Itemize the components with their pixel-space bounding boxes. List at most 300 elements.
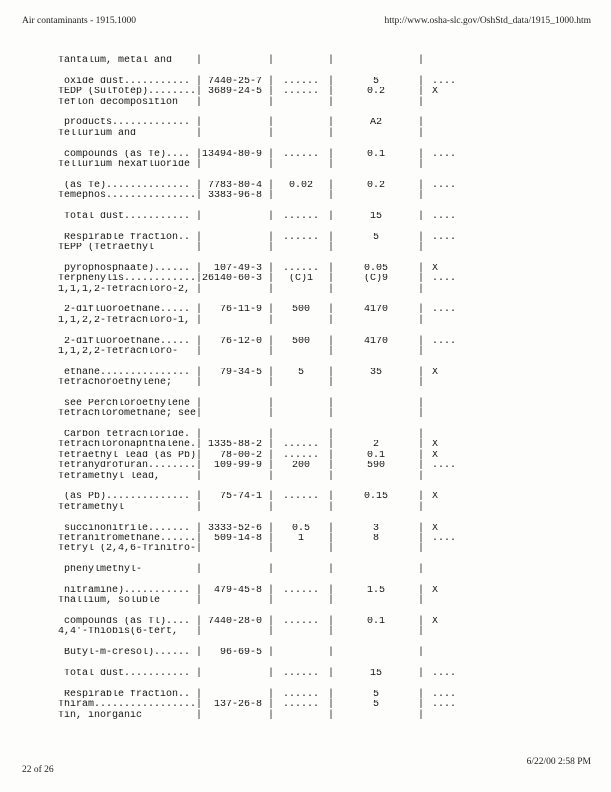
cell-skin [424, 503, 484, 513]
cell-ppm: ...... [282, 87, 319, 98]
cell-substance: Respirable fraction.. [58, 232, 191, 243]
cell-skin [424, 544, 484, 554]
column-divider: | [196, 626, 203, 638]
column-divider: | [268, 75, 275, 87]
cell-ppm: (C)1 [288, 274, 313, 285]
column-divider: | [268, 709, 275, 721]
cell-ppm: ...... [282, 450, 319, 461]
cell-ppm: ...... [282, 76, 319, 87]
column-divider: | [328, 699, 335, 711]
column-divider: | [328, 335, 335, 347]
cell-substance: compounds (as Tl).... [58, 617, 191, 628]
cell-substance: pyrophosphaate)...... [58, 263, 191, 274]
column-divider: | [268, 449, 275, 461]
column-divider: | [328, 366, 335, 378]
cell-skin: .... [432, 232, 457, 243]
column-divider: | [268, 564, 275, 576]
table-row [58, 285, 484, 295]
cell-ppm [274, 56, 328, 66]
cell-cas [202, 690, 268, 700]
column-divider: | [268, 231, 275, 243]
column-divider: | [418, 532, 425, 544]
column-divider: | [418, 345, 425, 357]
cell-substance: Tetramethyl [58, 502, 125, 513]
cell-mgm3: 5 [372, 689, 379, 700]
cell-substance: Tetrachloromethane; see [58, 409, 196, 420]
cell-skin [424, 98, 484, 108]
cell-mgm3: 2 [372, 440, 379, 451]
cell-mgm3: 0.2 [366, 180, 385, 191]
footer-page-number: 22 of 26 [22, 765, 54, 775]
table-row [58, 544, 484, 554]
cell-substance: Tantalum, metal and [58, 56, 173, 66]
table-row [58, 503, 484, 513]
cell-substance: Thiram................. [58, 700, 196, 711]
table-row [58, 648, 484, 658]
cell-mgm3 [334, 285, 418, 295]
column-divider: | [328, 231, 335, 243]
cell-substance: 1,1,2,2-Tetrachloro- [58, 346, 179, 357]
cell-cas [202, 472, 268, 482]
cell-mgm3 [334, 503, 418, 513]
column-divider: | [418, 127, 425, 139]
cell-ppm [274, 129, 328, 139]
column-divider: | [196, 242, 203, 254]
table-row [58, 160, 484, 170]
table-row [58, 87, 484, 97]
column-divider: | [418, 179, 425, 191]
cell-skin: X [432, 585, 439, 596]
column-divider: | [196, 439, 203, 451]
column-divider: | [268, 647, 275, 659]
column-divider: | [418, 647, 425, 659]
column-divider: | [268, 55, 275, 66]
cell-mgm3 [334, 648, 418, 658]
column-divider: | [268, 345, 275, 357]
cell-mgm3: (C)9 [363, 274, 388, 285]
cell-mgm3: 0.15 [363, 492, 388, 503]
column-divider: | [268, 158, 275, 170]
cell-cas [202, 669, 268, 679]
column-divider: | [418, 408, 425, 420]
column-divider: | [196, 449, 203, 461]
table-row [58, 129, 484, 139]
cell-skin [424, 118, 484, 128]
cell-ppm: 200 [291, 461, 310, 472]
cell-substance: succinonitrile....... [58, 523, 191, 534]
column-divider: | [196, 595, 203, 607]
cell-mgm3 [334, 160, 418, 170]
column-divider: | [196, 647, 203, 659]
cell-substance: TEPP (Tetraethyl [58, 243, 155, 254]
cell-cas [202, 430, 268, 440]
column-divider: | [328, 55, 335, 66]
column-divider: | [196, 668, 203, 680]
cell-substance: Tin, inorganic [58, 710, 143, 721]
cell-skin [424, 285, 484, 295]
cell-substance: 2-difluoroethane..... [58, 305, 191, 316]
cell-substance: Temephos............... [58, 191, 196, 202]
column-divider: | [418, 449, 425, 461]
cell-skin: .... [432, 180, 457, 191]
column-divider: | [268, 522, 275, 534]
column-divider: | [196, 699, 203, 711]
cell-ppm [274, 648, 328, 658]
column-divider: | [418, 460, 425, 472]
column-divider: | [268, 335, 275, 347]
cell-substance: Tetrachoroethylene; [58, 378, 173, 389]
cell-mgm3: 15 [369, 211, 382, 222]
cell-cas: 13494-80-9 [202, 149, 263, 160]
column-divider: | [418, 616, 425, 628]
cell-ppm [274, 285, 328, 295]
cell-mgm3 [334, 430, 418, 440]
cell-skin [424, 347, 484, 357]
cell-skin [424, 430, 484, 440]
cell-mgm3 [334, 711, 418, 721]
cell-ppm: ...... [282, 263, 319, 274]
cell-ppm [274, 503, 328, 513]
column-divider: | [328, 96, 335, 108]
column-divider: | [196, 231, 203, 243]
column-divider: | [196, 148, 203, 160]
cell-substance: Tetraethyl lead (as Pb) [58, 450, 196, 461]
cell-cas: 479-45-8 [213, 585, 262, 596]
cell-mgm3: 5 [372, 76, 379, 87]
cell-skin: X [432, 263, 439, 274]
table-row [58, 347, 484, 357]
header-title: Air contaminants - 1915.1000 [22, 16, 136, 26]
column-divider: | [268, 429, 275, 441]
cell-skin: X [432, 367, 439, 378]
column-divider: | [196, 127, 203, 139]
column-divider: | [268, 584, 275, 596]
column-divider: | [196, 584, 203, 596]
cell-mgm3 [334, 98, 418, 108]
column-divider: | [196, 96, 203, 108]
cell-substance: products............. [58, 118, 191, 129]
column-divider: | [418, 314, 425, 326]
column-divider: | [328, 242, 335, 254]
column-divider: | [328, 584, 335, 596]
cell-skin: X [432, 492, 439, 503]
cell-cas [202, 56, 268, 66]
cell-ppm [274, 160, 328, 170]
cell-cas [202, 596, 268, 606]
table-row [58, 316, 484, 326]
column-divider: | [268, 688, 275, 700]
cell-cas: 75-74-1 [219, 492, 262, 503]
column-divider: | [418, 190, 425, 202]
column-divider: | [328, 158, 335, 170]
column-divider: | [328, 668, 335, 680]
table-row [58, 565, 484, 575]
column-divider: | [268, 210, 275, 222]
cell-mgm3 [334, 378, 418, 388]
column-divider: | [328, 345, 335, 357]
column-divider: | [328, 127, 335, 139]
column-divider: | [196, 709, 203, 721]
cell-cas [202, 409, 268, 419]
cell-substance: (as Pb).............. [58, 492, 191, 503]
column-divider: | [196, 460, 203, 472]
cell-substance: Tetramethyl lead, [58, 471, 161, 482]
column-divider: | [268, 148, 275, 160]
cell-cas [202, 316, 268, 326]
column-divider: | [328, 647, 335, 659]
cell-cas: 3383-96-8 [207, 191, 262, 202]
cell-skin [424, 627, 484, 637]
cell-cas: 7440-25-7 [207, 76, 262, 87]
cell-substance: Total dust........... [58, 211, 191, 222]
cell-ppm [274, 191, 328, 201]
column-divider: | [268, 314, 275, 326]
cell-ppm: ...... [282, 211, 319, 222]
cell-ppm: ...... [282, 700, 319, 711]
cell-substance: Tetrachloronaphthalene. [58, 440, 196, 451]
cell-ppm: 1 [297, 533, 304, 544]
cell-skin [424, 596, 484, 606]
column-divider: | [418, 75, 425, 87]
cell-skin [424, 56, 484, 66]
cell-ppm: ...... [282, 617, 319, 628]
column-divider: | [196, 345, 203, 357]
table-row [58, 596, 484, 606]
cell-ppm: ...... [282, 492, 319, 503]
cell-skin [424, 160, 484, 170]
cell-mgm3 [334, 129, 418, 139]
column-divider: | [196, 117, 203, 129]
cell-cas: 76-12-0 [219, 336, 262, 347]
cell-skin: X [432, 617, 439, 628]
column-divider: | [196, 55, 203, 66]
cell-cas [202, 711, 268, 721]
page-header [22, 16, 591, 26]
column-divider: | [196, 366, 203, 378]
footer-datetime: 6/22/00 2:58 PM [526, 757, 591, 767]
column-divider: | [268, 460, 275, 472]
cell-mgm3: 0.1 [366, 617, 385, 628]
cell-ppm [274, 472, 328, 482]
column-divider: | [418, 595, 425, 607]
cell-substance: 1,1,1,2-Tetrachloro-2, [58, 284, 191, 295]
cell-skin: .... [432, 461, 457, 472]
column-divider: | [418, 335, 425, 347]
cell-cas [202, 544, 268, 554]
table-row [58, 243, 484, 253]
cell-cas [202, 243, 268, 253]
cell-ppm [274, 430, 328, 440]
cell-cas: 3689-24-5 [207, 87, 262, 98]
column-divider: | [268, 190, 275, 202]
column-divider: | [418, 668, 425, 680]
table-row [58, 378, 484, 388]
cell-skin [424, 565, 484, 575]
cell-ppm [274, 347, 328, 357]
column-divider: | [418, 242, 425, 254]
column-divider: | [328, 564, 335, 576]
cell-skin: .... [432, 305, 457, 316]
cell-substance: 4,4'-Thiobis(6-tert, [58, 627, 179, 638]
column-divider: | [196, 470, 203, 482]
cell-substance: Tellurium hexafluoride [58, 159, 191, 170]
cell-cas: 96-69-5 [219, 648, 262, 659]
cell-skin: X [432, 450, 439, 461]
cell-cas [202, 347, 268, 357]
cell-mgm3: 590 [366, 461, 385, 472]
cell-substance: (as Te).............. [58, 180, 191, 191]
cell-ppm [274, 627, 328, 637]
cell-skin: .... [432, 689, 457, 700]
column-divider: | [328, 626, 335, 638]
cell-skin: .... [432, 336, 457, 347]
cell-cas: 78-00-2 [219, 450, 262, 461]
column-divider: | [268, 501, 275, 513]
cell-skin: .... [432, 533, 457, 544]
cell-cas: 3333-52-6 [207, 523, 262, 534]
column-divider: | [196, 190, 203, 202]
cell-skin: .... [432, 700, 457, 711]
cell-substance: Butyl-m-cresol)...... [58, 648, 191, 659]
cell-ppm: 500 [291, 305, 310, 316]
column-divider: | [268, 470, 275, 482]
cell-cas: 107-49-3 [213, 263, 262, 274]
cell-cas: 509-14-8 [213, 533, 262, 544]
column-divider: | [268, 699, 275, 711]
cell-mgm3: 3 [372, 523, 379, 534]
column-divider: | [196, 616, 203, 628]
cell-ppm: 0.02 [288, 180, 313, 191]
column-divider: | [418, 397, 425, 409]
column-divider: | [196, 273, 203, 285]
column-divider: | [328, 283, 335, 295]
cell-cas: 7440-28-0 [207, 617, 262, 628]
cell-cas: 76-11-9 [219, 305, 262, 316]
cell-cas [202, 399, 268, 409]
column-divider: | [196, 429, 203, 441]
cell-substance: Tetryl (2,4,6-Trinitro- [58, 544, 196, 555]
table-row [58, 472, 484, 482]
column-divider: | [196, 397, 203, 409]
column-divider: | [196, 491, 203, 503]
column-divider: | [196, 543, 203, 555]
column-divider: | [268, 626, 275, 638]
cell-cas [202, 118, 268, 128]
column-divider: | [268, 117, 275, 129]
cell-substance: see Perchloroethylene [58, 398, 191, 409]
column-divider: | [328, 179, 335, 191]
cell-skin [424, 472, 484, 482]
cell-skin [424, 399, 484, 409]
cell-mgm3: 15 [369, 669, 382, 680]
column-divider: | [268, 304, 275, 316]
cell-mgm3 [334, 544, 418, 554]
cell-substance: 2-difluoroethane..... [58, 336, 191, 347]
column-divider: | [196, 158, 203, 170]
cell-substance: Respirable fraction.. [58, 689, 191, 700]
column-divider: | [418, 584, 425, 596]
cell-mgm3 [334, 596, 418, 606]
column-divider: | [328, 501, 335, 513]
column-divider: | [196, 75, 203, 87]
cell-cas [202, 160, 268, 170]
cell-ppm [274, 243, 328, 253]
cell-mgm3 [334, 316, 418, 326]
column-divider: | [418, 709, 425, 721]
cell-cas [202, 212, 268, 222]
column-divider: | [328, 210, 335, 222]
cell-cas: 109-99-9 [213, 461, 262, 472]
cell-ppm: ...... [282, 440, 319, 451]
column-divider: | [268, 408, 275, 420]
cell-mgm3 [334, 243, 418, 253]
column-divider: | [268, 86, 275, 98]
column-divider: | [268, 242, 275, 254]
column-divider: | [268, 491, 275, 503]
table-row [58, 56, 484, 66]
cell-skin [424, 316, 484, 326]
column-divider: | [196, 532, 203, 544]
column-divider: | [328, 314, 335, 326]
column-divider: | [418, 96, 425, 108]
column-divider: | [268, 397, 275, 409]
cell-mgm3: 0.05 [363, 263, 388, 274]
column-divider: | [418, 564, 425, 576]
column-divider: | [328, 522, 335, 534]
column-divider: | [418, 699, 425, 711]
cell-skin: .... [432, 149, 457, 160]
cell-skin [424, 191, 484, 201]
cell-mgm3: 4170 [363, 305, 388, 316]
table-row [58, 98, 484, 108]
column-divider: | [328, 190, 335, 202]
header-url: http://www.osha-slc.gov/OshStd_data/1915_1000.htm [384, 16, 591, 26]
cell-skin: .... [432, 669, 457, 680]
cell-ppm [274, 118, 328, 128]
column-divider: | [418, 273, 425, 285]
column-divider: | [418, 283, 425, 295]
column-divider: | [418, 491, 425, 503]
column-divider: | [328, 429, 335, 441]
cell-ppm [274, 565, 328, 575]
cell-skin: X [432, 440, 439, 451]
column-divider: | [268, 532, 275, 544]
table-row [58, 212, 484, 222]
cell-mgm3: 0.1 [366, 450, 385, 461]
cell-substance: phenylmethyl- [58, 565, 143, 576]
cell-ppm: ...... [282, 232, 319, 243]
cell-skin: .... [432, 211, 457, 222]
column-divider: | [328, 304, 335, 316]
column-divider: | [268, 616, 275, 628]
cell-ppm: 500 [291, 336, 310, 347]
column-divider: | [268, 262, 275, 274]
column-divider: | [328, 460, 335, 472]
column-divider: | [418, 231, 425, 243]
air-contaminants-table [58, 56, 484, 721]
column-divider: | [268, 543, 275, 555]
column-divider: | [196, 688, 203, 700]
cell-cas [202, 98, 268, 108]
column-divider: | [196, 408, 203, 420]
column-divider: | [196, 262, 203, 274]
cell-substance: Total dust........... [58, 669, 191, 680]
column-divider: | [418, 304, 425, 316]
cell-substance: Tetrahydrofuran........ [58, 461, 196, 472]
cell-mgm3: A2 [369, 118, 382, 129]
cell-ppm [274, 544, 328, 554]
column-divider: | [268, 179, 275, 191]
